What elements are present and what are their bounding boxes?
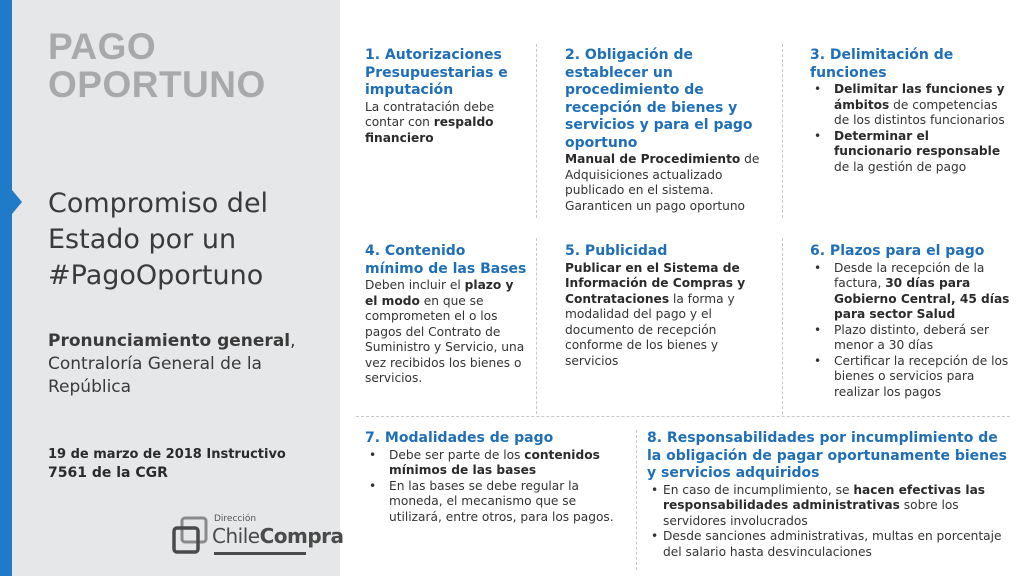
item-8-b1-text2: sobre los servidores involucrados: [663, 498, 959, 528]
item-7: [365, 430, 629, 525]
item-2-text: de Adquisiciones actualizado publicado en el sistema. Garanticen un pago oportuno: [565, 152, 760, 213]
item-6-b2-text: Plazo distinto, deberá ser menor a 30 días: [834, 322, 989, 352]
logo-text: [212, 524, 344, 548]
item-5-heading: 5. Publicidad: [565, 243, 668, 259]
item-4-body: [365, 278, 527, 387]
item-3-b1-bold: Delimitar las funciones y ámbitos: [834, 82, 1005, 112]
chilecompra-logo: [172, 512, 344, 562]
item-2-heading: 2. Obligación de establecer un procedimiento de recepción de bienes y servicios y para el pago oportuno: [565, 47, 753, 151]
item-8: [647, 430, 1009, 560]
accent-bar: [0, 0, 12, 576]
logo-part1: Chile: [212, 524, 260, 548]
divider-h1: [356, 416, 1010, 417]
item-1-bold: respaldo financiero: [365, 115, 494, 145]
pronouncement: [48, 330, 333, 399]
item-2: [565, 47, 773, 214]
item-2-bold: Manual de Procedimiento: [565, 152, 741, 166]
item-3-b2-bold: Determinar el funcionario responsable: [834, 128, 1001, 158]
list-item: [810, 261, 1010, 323]
list-item: [810, 354, 1010, 401]
divider-v3: [536, 238, 537, 414]
logo-underline: [214, 552, 306, 555]
accent-arrow: [12, 190, 22, 214]
divider-v1: [536, 44, 537, 218]
item-6: [810, 243, 1010, 400]
logo-part2: Compra: [259, 524, 344, 548]
divider-v5: [636, 430, 637, 570]
item-7-heading: 7. Modalidades de pago: [365, 430, 554, 446]
main-title-line1: PAGO: [48, 26, 157, 67]
item-1-text: La contratación debe contar con: [365, 99, 495, 129]
main-title: [48, 28, 328, 104]
item-6-b1-bold: 30 días para Gobierno Central, 45 días para sector Salud: [834, 276, 1010, 321]
item-6-list: [810, 261, 1010, 401]
divider-v4: [782, 238, 783, 414]
item-6-heading: 6. Plazos para el pago: [810, 243, 985, 259]
item-4-bold: plazo y el modo: [365, 278, 514, 308]
item-4: [365, 243, 527, 387]
item-5-body: [565, 261, 775, 370]
list-item: [810, 129, 1010, 176]
item-7-b2-text: En las bases se debe regular la moneda, el mecanismo que se utilizará, entre otros, para los pagos.: [389, 478, 614, 524]
item-1: [365, 47, 525, 146]
item-1-heading: 1. Autorizaciones Presupuestarias e imputación: [365, 47, 508, 98]
chilecompra-logo-icon: [172, 516, 208, 554]
item-4-t2: en que se comprometen el o los pagos del Contrato de Suministro y Servicio, una vez recibidos los bienes o servicios.: [365, 293, 525, 385]
item-8-b2-text: Desde sanciones administrativas, multas en porcentaje del salario hasta desvinculaciones: [663, 529, 1002, 559]
item-2-body: [565, 152, 773, 214]
item-4-t1: Deben incluir el: [365, 278, 465, 292]
item-6-b1-text: Desde la recepción de la factura,: [834, 260, 985, 290]
item-7-list: [365, 448, 629, 526]
item-8-list: [647, 483, 1009, 561]
list-item: [647, 483, 1009, 530]
item-5: [565, 243, 775, 369]
item-8-b1-text: En caso de incumplimiento, se: [663, 482, 854, 497]
item-3: [810, 47, 1010, 175]
item-5-text: la forma y modalidad del pago y el documento de recepción conforme de los bienes y servicios: [565, 291, 735, 368]
pronouncement-bold: Pronunciamiento general: [48, 331, 291, 351]
list-item: [810, 82, 1010, 129]
item-6-b3-text: Certificar la recepción de los bienes o servicios para realizar los pagos: [834, 353, 1009, 399]
main-title-line2: OPORTUNO: [48, 64, 266, 105]
item-8-b1-bold: hacen efectivas las responsabilidades administrativas: [663, 482, 986, 512]
item-3-heading: 3. Delimitación de funciones: [810, 47, 954, 81]
list-item: [647, 529, 1009, 560]
item-5-bold: Publicar en el Sistema de Información de Compras y Contrataciones: [565, 260, 746, 306]
logo-small-text: Dirección: [214, 514, 257, 524]
item-3-b2-text: de la gestión de pago: [834, 159, 967, 174]
date-line: [48, 446, 333, 482]
divider-v2: [782, 44, 783, 218]
date-bold: 7561 de la CGR: [48, 465, 168, 481]
item-3-list: [810, 82, 1010, 175]
item-1-body: [365, 100, 525, 147]
pronouncement-text: , Contraloría General de la República: [48, 331, 296, 397]
item-7-b1-text: Debe ser parte de los: [389, 447, 525, 462]
item-8-heading: 8. Responsabilidades por incumplimiento de la obligación de pagar oportunamente bienes y servicios adquiridos: [647, 430, 1007, 481]
date-text: 19 de marzo de 2018 Instructivo: [48, 447, 286, 462]
subtitle: Compromiso del Estado por un #PagoOportuno: [48, 188, 269, 291]
item-7-b1-bold: contenidos mínimos de las bases: [389, 447, 600, 477]
item-4-heading: 4. Contenido mínimo de las Bases: [365, 243, 527, 277]
list-item: [810, 323, 1010, 354]
item-3-b1-text: de competencias de los distintos funcionarios: [834, 97, 1005, 127]
list-item: [365, 479, 629, 526]
list-item: [365, 448, 629, 479]
